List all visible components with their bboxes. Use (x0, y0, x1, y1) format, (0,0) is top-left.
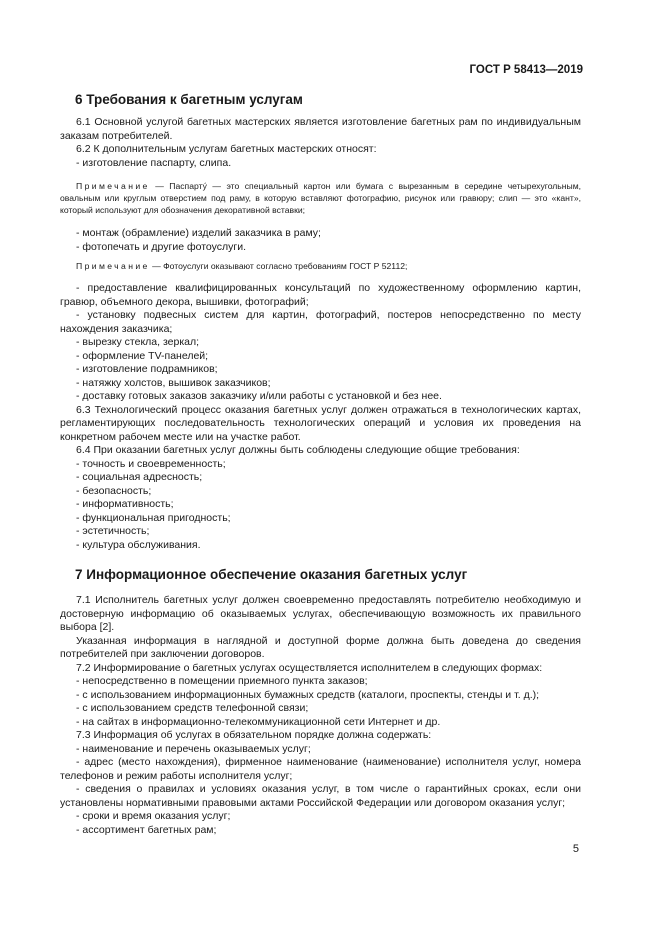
list-item: - с использованием средств телефонной связи; (76, 702, 309, 714)
note-label: Примечание (76, 181, 150, 191)
list-item: - фотопечать и другие фотоуслуги. (76, 240, 247, 253)
page-number: 5 (572, 843, 579, 855)
list-item: - предоставление квалифицированных консультаций по художественному оформлению картин, гравюр, объемного декора, вышивки, фотографий; (60, 282, 581, 308)
note-text: — Паспарту́ — это специальный картон или бумага с вырезанным в середине четырехугольным, овальным или круглым отверстием под раму, в которую вставляют фотографию, рисунок или гравюру; слип — это «кант», который используют для обозначения декоративной вставки; (60, 181, 581, 215)
list-item: - натяжку холстов, вышивок заказчиков; (76, 376, 271, 389)
list-item: - вырезку стекла, зеркал; (76, 336, 200, 348)
document-header: ГОСТ Р 58413—2019 (469, 64, 583, 76)
list-item: - сроки и время оказания услуг; (76, 810, 231, 822)
paragraph-7-3: 7.3 Информация об услугах в обязательном порядке должна содержать: (76, 729, 432, 741)
list-item: - изготовление паспарту, слипа. (76, 156, 232, 169)
section-7-title: 7 Информационное обеспечение оказания багетных услуг (75, 567, 468, 582)
paragraph-7-1-continued: Указанная информация в наглядной и доступной форме должна быть доведена до сведения потребителей при заключении договоров. (60, 634, 581, 660)
list-item: - функциональная пригодность; (76, 511, 231, 524)
paragraph-7-1: 7.1 Исполнитель багетных услуг должен своевременно предоставлять потребителю необходимую и достоверную информацию об оказываемых услугах, обеспечивающую возможность их правильного выбора [2]. (60, 594, 581, 633)
note-photo-services (60, 260, 581, 272)
list-item: - оформление TV-панелей; (76, 349, 209, 362)
list-item: - социальная адресность; (76, 471, 203, 483)
list-item: - непосредственно в помещении приемного пункта заказов; (76, 675, 368, 687)
list-item: - наименование и перечень оказываемых услуг; (76, 742, 311, 755)
note-text: — Фотоуслуги оказывают согласно требованиям ГОСТ Р 52112; (149, 261, 408, 271)
paragraph-6-1: 6.1 Основной услугой багетных мастерских является изготовление багетных рам по индивидуальным заказам потребителей. (60, 116, 581, 142)
list-item: - монтаж (обрамление) изделий заказчика в раму; (76, 227, 321, 239)
list-item: - доставку готовых заказов заказчику и/или работы с установкой и без нее. (76, 390, 442, 402)
list-item: - ассортимент багетных рам; (76, 823, 217, 836)
paragraph-6-4: 6.4 При оказании багетных услуг должны быть соблюдены следующие общие требования: (76, 444, 520, 456)
list-item: - с использованием информационных бумажных средств (каталоги, проспекты, стенды и т. д.); (76, 688, 540, 701)
list-item: - информативность; (76, 498, 174, 510)
paragraph-6-2: 6.2 К дополнительным услугам багетных мастерских относят: (76, 143, 377, 155)
list-item: - на сайтах в информационно-телекоммуникационной сети Интернет и др. (76, 715, 441, 728)
list-item: - эстетичность; (76, 525, 150, 537)
paragraph-7-2: 7.2 Информирование о багетных услугах осуществляется исполнителем в следующих формах: (76, 661, 543, 674)
note-label: Примечание (76, 261, 150, 271)
list-item: - сведения о правилах и условиях оказания услуг, в том числе о гарантийных сроках, если они установлены нормативными правовыми актами Российской Федерации или договором оказания услуг; (60, 783, 581, 809)
list-item: - культура обслуживания. (76, 538, 201, 551)
list-item: - точность и своевременность; (76, 457, 226, 470)
section-6-title: 6 Требования к багетным услугам (75, 92, 303, 107)
paragraph-6-3: 6.3 Технологический процесс оказания багетных услуг должен отражаться в технологических картах, регламентирующих последовательность технологических операций и условия их проведения на конкретном рабочем месте или на участке работ. (60, 403, 581, 443)
list-item: - безопасность; (76, 484, 152, 497)
page-body (60, 92, 581, 837)
note-passepartout (60, 180, 581, 216)
list-item: - изготовление подрамников; (76, 363, 218, 375)
list-item: - установку подвесных систем для картин, фотографий, постеров непосредственно по месту нахождения заказчика; (60, 309, 581, 335)
list-item: - адрес (место нахождения), фирменное наименование (наименование) исполнителя услуг, номера телефонов и режим работы исполнителя услуг; (60, 756, 581, 782)
